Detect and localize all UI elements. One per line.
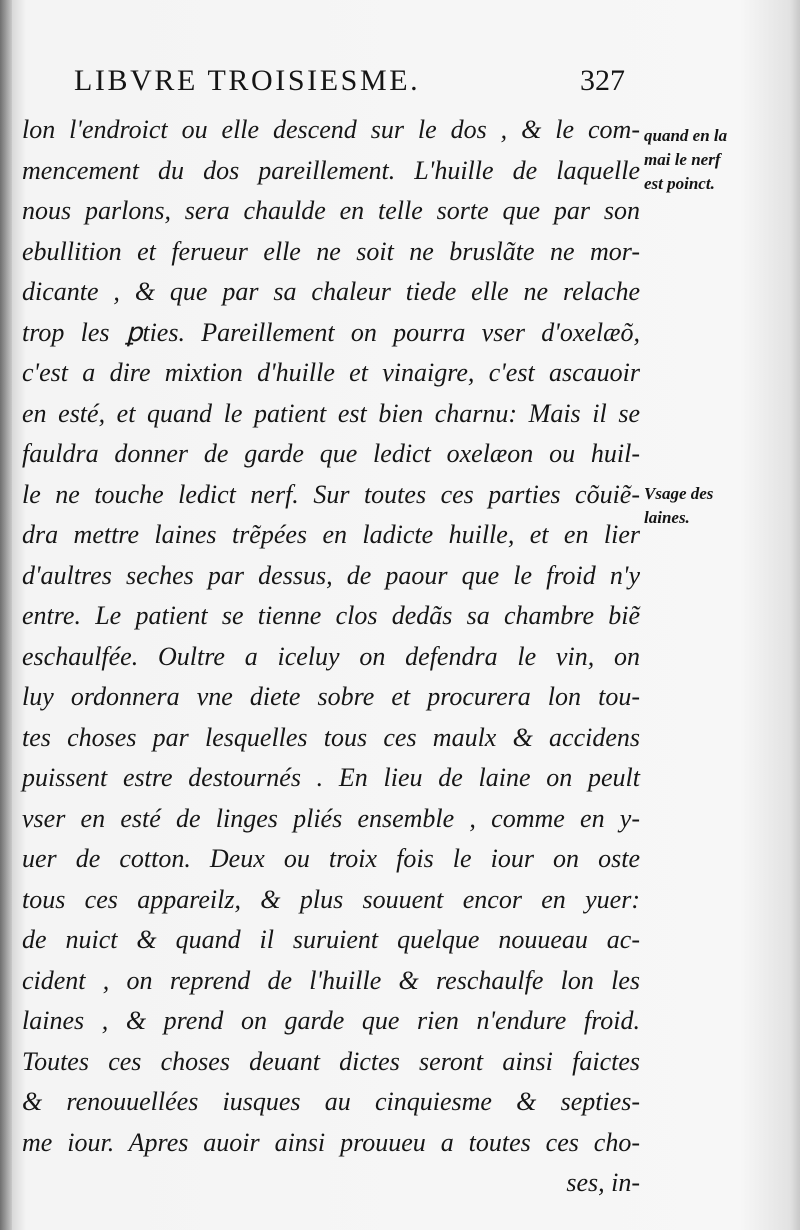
page-number: 327 <box>580 64 625 97</box>
margin-note-line: Vsage des <box>644 484 714 503</box>
body-line: d'aultres seches par dessus, de paour que le froid n'y <box>22 560 640 590</box>
body-line: puissent estre destournés . En lieu de laine on peult <box>22 763 640 792</box>
margin-note-line: est poinct. <box>644 174 715 193</box>
margin-note-laines <box>644 482 794 530</box>
body-line: laines , & prend on garde que rien n'endure froid. <box>22 1006 640 1035</box>
body-line: luy ordonnera vne diete sobre et procurera lon tou- <box>22 682 640 711</box>
margin-note-line: mai le nerf <box>644 150 721 169</box>
body-line: en esté, et quand le patient est bien charnu: Mais il se <box>22 398 640 428</box>
body-line: & renouuellées iusques au cinquiesme & septies- <box>22 1087 640 1116</box>
page-binding-edge <box>0 0 12 1230</box>
body-line: me iour. Apres auoir ainsi prouueu a toutes ces cho- <box>22 1127 640 1157</box>
body-line: entre. Le patient se tienne clos dedãs sa chambre biẽ <box>22 601 640 630</box>
running-head-title: LIBVRE TROISIESME. <box>74 64 421 97</box>
body-line: c'est a dire mixtion d'huille et vinaigre, c'est ascauoir <box>22 358 640 387</box>
body-line: Toutes ces choses deuant dictes seront ainsi faictes <box>22 1046 640 1076</box>
body-line: tous ces appareilz, & plus souuent encor en yuer: <box>22 884 640 914</box>
body-line: trop les ꝑties. Pareillement on pourra vser d'oxelæõ, <box>22 317 640 347</box>
body-line: ebullition et ferueur elle ne soit ne bruslãte ne mor- <box>22 236 640 266</box>
body-line: fauldra donner de garde que ledict oxelæon ou huil- <box>22 439 640 468</box>
running-head <box>60 60 630 102</box>
body-line: cident , on reprend de l'huille & reschaulfe lon les <box>22 965 640 995</box>
body-line: dra mettre laines trẽpées en ladicte huille, et en lier <box>22 520 640 549</box>
body-line: dicante , & que par sa chaleur tiede elle ne relache <box>22 277 640 306</box>
body-line: de nuict & quand il suruient quelque nouueau ac- <box>22 925 640 954</box>
body-line: uer de cotton. Deux ou troix fois le iour on oste <box>22 844 640 873</box>
body-line: mencement du dos pareillement. L'huille de laquelle <box>22 155 640 185</box>
body-line: lon l'endroict ou elle descend sur le dos , & le com- <box>22 115 640 144</box>
margin-note-line: quand en la <box>644 126 728 145</box>
margin-note-nerf <box>644 124 794 196</box>
body-line: tes choses par lesquelles tous ces maulx & accidens <box>22 722 640 752</box>
body-line: le ne touche ledict nerf. Sur toutes ces parties cõuiẽ- <box>22 479 640 509</box>
body-line: vser en esté de linges pliés ensemble , comme en y- <box>22 803 640 833</box>
body-line: nous parlons, sera chaulde en telle sorte que par son <box>22 196 640 225</box>
body-text <box>22 110 640 1204</box>
body-line: ses, in- <box>566 1168 640 1197</box>
margin-note-line: laines. <box>644 508 690 527</box>
body-line: eschaulfée. Oultre a iceluy on defendra le vin, on <box>22 641 640 671</box>
